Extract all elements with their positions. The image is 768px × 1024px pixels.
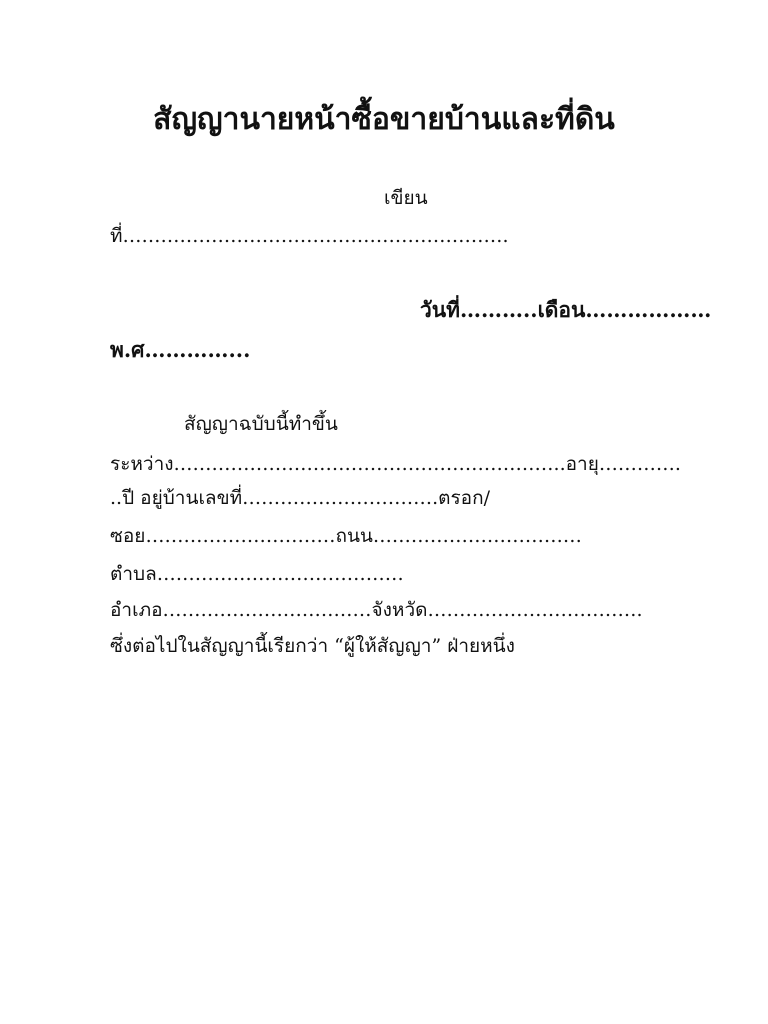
address-line: ..ปี อยู่บ้านเลขที่………………………….ตรอก/ [110,487,490,509]
date-line: วันที่………..เดือน……………… [420,297,712,322]
year-line: พ.ศ…………... [110,337,251,362]
document-title: สัญญานายหน้าซื้อขายบ้านและที่ดิน [153,102,615,137]
party-line: ซึ่งต่อไปในสัญญานี้เรียกว่า “ผู้ให้สัญญา” ฝ่ายหนึ่ง [110,635,515,657]
place-line: ที่……………………………………………………. [110,225,509,247]
intro-line: สัญญาฉบับนี้ทำขึ้น [184,413,338,435]
soi-line: ซอย…………………………ถนน…………………………… [110,525,582,547]
amphoe-line: อำเภอ……………………………จังหวัด……………………………. [110,599,643,621]
tambon-line: ตำบล………………………………… [110,563,404,585]
written-at-label: เขียน [384,187,428,209]
between-line: ระหว่าง……………………………………………………..อายุ…………. [110,453,681,475]
